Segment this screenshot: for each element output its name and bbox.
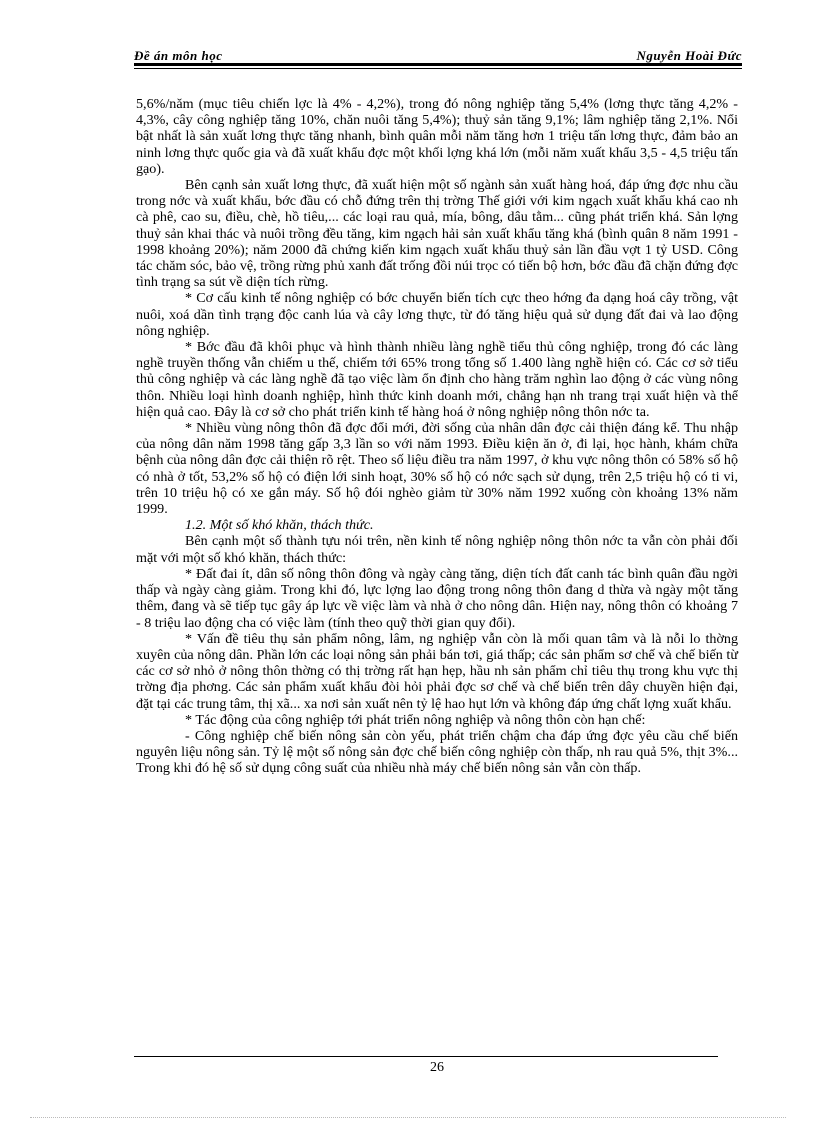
header-left-title: Đề án môn học <box>134 48 223 63</box>
header-rule <box>134 63 742 66</box>
paragraph: * Nhiều vùng nông thôn đã đợc đổi mới, đời sống của nhân dân đợc cải thiện đáng kể. Thu nhập của nông dân năm 1998 tăng gấp 3,3 lần so với năm 1993. Điều kiện ăn ở, đi lại, học hành, khám chữa bệnh của nông dân đợc cải thiện rõ rệt. Theo số liệu điều tra năm 1997, ở khu vực nông thôn có 58% số hộ có nhà ở tốt, 53,2% số hộ có điện lới sinh hoạt, 30% số hộ có nớc sạch sử dụng, trên 2,5 triệu hộ có ti vi, trên 10 triệu hộ có xe gắn máy. Số hộ đói nghèo giảm từ 30% năm 1992 xuống còn khoảng 13% năm 1999. <box>136 420 738 518</box>
paragraph: * Vấn đề tiêu thụ sản phẩm nông, lâm, ng nghiệp vẫn còn là mối quan tâm và là nỗi lo thờng xuyên của nông dân. Phần lớn các loại nông sản phải bán tơi, giá thấp; các sản phẩm sơ chế và chế biến từ các cơ sở nhỏ ở nông thôn thờng có thị trờng rất hạn hẹp, hầu nh sản phẩm chỉ tiêu thụ trong khu vực thị trờng địa phơng. Các sản phẩm xuất khẩu đòi hỏi phải đợc sơ chế và chế biến trên dây chuyền hiện đại, đặt tại các trung tâm, thị xã... xa nơi sản xuất nên tỷ lệ hao hụt lớn và không đáp ứng chất lợng xuất khẩu. <box>136 630 738 712</box>
paragraph: * Đất đai ít, dân số nông thôn đông và ngày càng tăng, diện tích đất canh tác bình quân đầu ngời thấp và ngày càng giảm. Trong khi đó, lực lợng lao động trong nông thôn đang d thừa và ngày một tăng thêm, đang và sẽ tiếp tục gây áp lực về việc làm và nhà ở cho nông dân. Hiện nay, nông thôn có khoảng 7 - 8 triệu lao động cha có việc làm (tính theo quỹ thời gian quy đổi). <box>136 565 738 631</box>
paragraph: 5,6%/năm (mục tiêu chiến lợc là 4% - 4,2%), trong đó nông nghiệp tăng 5,4% (lơng thực tăng 4,2% - 4,3%, cây công nghiệp tăng 10%, chăn nuôi tăng 5,4%); thuỷ sản tăng 9,1%; lâm nghiệp tăng 2,1%. Nổi bật nhất là sản xuất lơng thực tăng nhanh, bình quân mỗi năm tăng hơn 1 triệu tấn lơng thực, đảm bảo an ninh lơng thực quốc gia và đã xuất khẩu đợc một khối lợng khá lớn (mỗi năm xuất khẩu 3,5 - 4,5 triệu tấn gạo). <box>136 96 738 177</box>
page-body <box>136 96 738 777</box>
paragraph: - Công nghiệp chế biến nông sản còn yếu, phát triển chậm cha đáp ứng đợc yêu cầu chế biến nguyên liệu nông sản. Tỷ lệ một số nông sản đợc chế biến công nghiệp còn thấp, nh rau quả 5%, thịt 3%... Trong khi đó hệ số sử dụng công suất của nhiều nhà máy chế biến nông sản vẫn còn thấp. <box>136 727 738 777</box>
paragraph: * Tác động của công nghiệp tới phát triển nông nghiệp và nông thôn còn hạn chế: <box>185 711 646 728</box>
paragraph: Bên cạnh một số thành tựu nói trên, nền kinh tế nông nghiệp nông thôn nớc ta vẫn còn phải đối mặt với một số khó khăn, thách thức: <box>136 533 738 566</box>
section-subheading: 1.2. Một số khó khăn, thách thức. <box>185 517 374 534</box>
page-number: 26 <box>430 1060 444 1075</box>
page-bottom-border <box>30 1117 786 1118</box>
header-rule-thin <box>134 68 742 69</box>
paragraph: * Cơ cấu kinh tế nông nghiệp có bớc chuyển biến tích cực theo hớng đa dạng hoá cây trồng, vật nuôi, xoá dần tình trạng độc canh lúa và cây lơng thực, từ đó tăng hiệu quả sử dụng đất đai và lao động nông nghiệp. <box>136 290 738 339</box>
footer-rule <box>134 1056 718 1057</box>
header-right-author: Nguyễn Hoài Đức <box>636 48 742 63</box>
paragraph: Bên cạnh sản xuất lơng thực, đã xuất hiện một số ngành sản xuất hàng hoá, đáp ứng đợc nhu cầu trong nớc và xuất khẩu, bớc đầu có chỗ đứng trên thị trờng Thế giới với kim ngạch xuất khẩu khá cao nh cà phê, cao su, điều, chè, hồ tiêu,... các loại rau quả, mía, bông, dâu tằm... cũng phát triển khá. Sản lợng thuỷ sản khai thác và nuôi trồng đều tăng, kim ngạch hải sản xuất khẩu tăng khá (bình quân 8 năm 1991 - 1998 khoảng 20%); năm 2000 đã chứng kiến kim ngạch xuất khẩu thuỷ sản lần đầu vợt 1 tỷ USD. Công tác chăm sóc, bảo vệ, trồng rừng phủ xanh đất trống đồi núi trọc có tiến bộ hơn, bớc đầu đã chặn đứng đợc tình trạng sa sút về diện tích rừng. <box>136 177 738 291</box>
paragraph: * Bớc đầu đã khôi phục và hình thành nhiều làng nghề tiểu thủ công nghiệp, trong đó các làng nghề truyền thống vẫn chiếm u thế, chiếm tới 65% trong tổng số 1.400 làng nghề hiện có. Các cơ sở tiểu thủ công nghiệp và các làng nghề đã tạo việc làm ổn định cho hàng trăm nghìn lao động ở các vùng nông thôn. Nhiều loại hình doanh nghiệp, hình thức kinh doanh mới, chẳng hạn nh trang trại xuất hiện và thể hiện quả cao. Đây là cơ sở cho phát triển kinh tế hàng hoá ở nông nghiệp nông thôn nớc ta. <box>136 339 738 420</box>
